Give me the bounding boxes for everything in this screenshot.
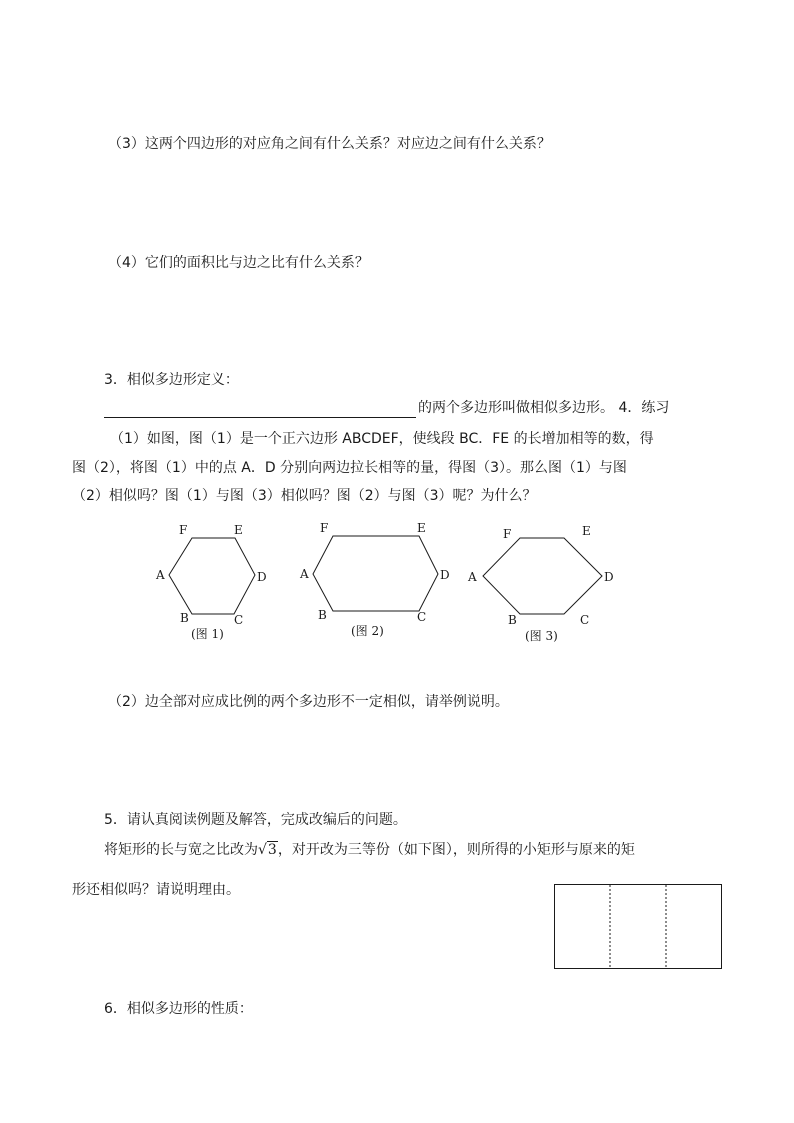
exercise-1-line-3: （2）相似吗？图（1）与图（3）相似吗？图（2）与图（3）呢？为什么？ bbox=[72, 488, 537, 504]
fig3-label-e: E bbox=[582, 524, 591, 538]
section-6-title: 6．相似多边形的性质： bbox=[104, 1001, 253, 1017]
fig2-label-f: F bbox=[320, 521, 329, 535]
fig3-label-a: A bbox=[468, 570, 477, 584]
fig2-label-c: C bbox=[417, 610, 427, 624]
section-3-title: 3．相似多边形定义： bbox=[104, 372, 239, 388]
figure-2-caption: (图 2) bbox=[351, 624, 384, 638]
section-5-title: 5．请认真阅读例题及解答，完成改编后的问题。 bbox=[104, 812, 407, 828]
section-5-line-2: 形还相似吗？请说明理由。 bbox=[72, 882, 240, 898]
fig2-label-a: A bbox=[300, 567, 309, 581]
fig3-label-f: F bbox=[503, 527, 512, 541]
question-4: （4）它们的面积比与边之比有什么关系？ bbox=[108, 255, 369, 271]
section-5-line-1 bbox=[104, 840, 635, 860]
figure-1-caption: (图 1) bbox=[191, 627, 224, 641]
exercise-2: （2）边全部对应成比例的两个多边形不一定相似，请举例说明。 bbox=[108, 694, 509, 710]
fig2-label-e: E bbox=[417, 521, 426, 535]
fig1-label-c: C bbox=[234, 613, 244, 627]
fig2-label-b: B bbox=[318, 608, 327, 622]
fig1-label-f: F bbox=[179, 523, 188, 537]
fig1-label-e: E bbox=[234, 523, 243, 537]
fig1-label-b: B bbox=[180, 611, 189, 625]
fig1-label-d: D bbox=[257, 570, 267, 584]
definition-line bbox=[104, 398, 669, 418]
section-5-line-1-prefix: 将矩形的长与宽之比改为 bbox=[104, 842, 258, 858]
section-5-line-1-suffix: ，对开改为三等份（如下图），则所得的小矩形与原来的矩 bbox=[277, 842, 635, 858]
exercise-1-line-2: 图（2），将图（1）中的点 A．D 分别向两边拉长相等的量，得图（3）。那么图（1）与图 bbox=[72, 460, 627, 476]
fig3-label-c: C bbox=[580, 613, 590, 627]
sqrt-expression: √3 bbox=[258, 842, 277, 858]
fig3-label-d: D bbox=[604, 570, 614, 584]
exercise-1-line-1: （1）如图，图（1）是一个正六边形 ABCDEF，使线段 BC．FE 的长增加相等的数，得 bbox=[110, 431, 654, 447]
sqrt-radicand: 3 bbox=[267, 842, 277, 858]
definition-suffix: 的两个多边形叫做相似多边形。 4．练习 bbox=[418, 400, 670, 416]
fig2-label-d: D bbox=[440, 568, 450, 582]
figure-3-caption: (图 3) bbox=[525, 629, 558, 643]
rectangle-figure bbox=[0, 0, 1, 1]
question-3: （3）这两个四边形的对应角之间有什么关系？对应边之间有什么关系？ bbox=[108, 136, 551, 152]
fig1-label-a: A bbox=[156, 568, 165, 582]
definition-blank[interactable] bbox=[104, 401, 416, 418]
fig3-label-b: B bbox=[508, 613, 517, 627]
